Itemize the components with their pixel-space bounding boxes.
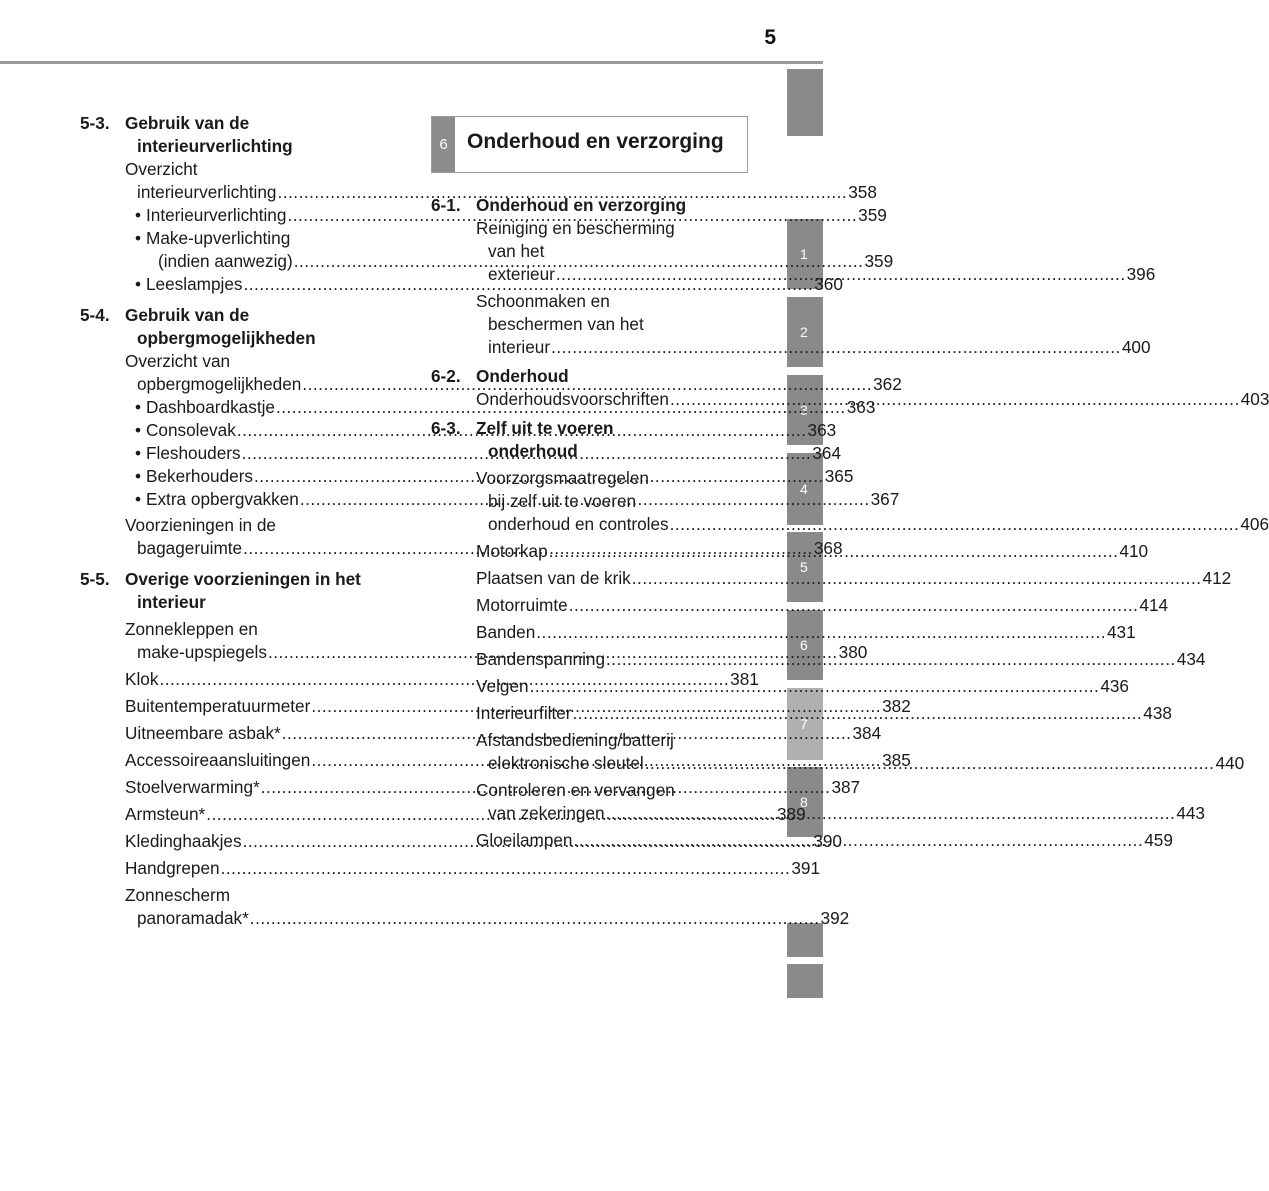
page-ref: 380: [838, 642, 868, 662]
toc-entry[interactable]: [125, 884, 850, 930]
page-ref: 387: [831, 777, 861, 797]
entry-text: exterieur: [488, 264, 555, 284]
section-heading[interactable]: [80, 304, 386, 350]
entry-text: bij zelf uit te voeren: [488, 491, 637, 511]
page-ref: 412: [1202, 568, 1232, 588]
thumb-tab-label: 3: [800, 402, 808, 418]
entry-text: Motorkap: [476, 541, 548, 561]
section-number: 5-4.: [80, 305, 110, 325]
section-title: Overige voorzieningen in het interieur: [125, 569, 361, 612]
entry-text: Fleshouders: [146, 443, 241, 463]
entry-text: Plaatsen van de krik: [476, 568, 631, 588]
section-heading[interactable]: [431, 194, 737, 217]
page-ref: 443: [1176, 803, 1205, 823]
chapter-number: 6: [432, 117, 455, 172]
thumb-tab-label: 5: [800, 559, 808, 575]
entry-text: Interieurverlichting: [146, 205, 287, 225]
entry-text: Stoelverwarming*: [125, 777, 260, 797]
page-number: 5: [764, 26, 776, 49]
page-ref: 359: [864, 251, 894, 271]
entry-text: bagageruimte: [137, 538, 243, 558]
thumb-tab-label: 7: [800, 716, 808, 732]
entry-text: Handgrepen: [125, 858, 220, 878]
toc-subentry[interactable]: • Make-upverlichting (indien aanwezig) ..... 359: [125, 227, 386, 273]
entry-text: Reiniging en bescherming: [476, 218, 675, 238]
toc-subentry[interactable]: • Consolevak ..... 363: [125, 419, 386, 442]
toc-entry[interactable]: [476, 290, 1151, 359]
entry-text: beschermen van het: [488, 314, 644, 334]
toc-subentry[interactable]: • Bekerhouders ..... 365: [125, 465, 386, 488]
page-ref: 396: [1126, 264, 1156, 284]
entry-text: Voorzieningen in de: [125, 515, 276, 535]
section-heading[interactable]: [431, 417, 737, 463]
thumb-tab-label: 1: [800, 246, 808, 262]
entry-text: Make-upverlichting: [146, 228, 291, 248]
section-number: 5-3.: [80, 113, 110, 133]
toc-subentry[interactable]: • Fleshouders ..... 364: [125, 442, 386, 465]
section-title: Onderhoud: [476, 366, 569, 386]
toc-entry[interactable]: [476, 567, 1232, 590]
page-ref: 359: [858, 205, 887, 225]
section-title: Gebruik van de opbergmogelijkheden: [125, 305, 316, 348]
entry-text: Motorruimte: [476, 595, 568, 615]
entry-text: Klok: [125, 669, 159, 689]
entry-text: (indien aanwezig): [158, 251, 293, 271]
entry-text: opbergmogelijkheden: [137, 374, 302, 394]
page-ref: 358: [848, 182, 877, 202]
page-ref: 392: [820, 908, 850, 928]
page-ref: 363: [807, 420, 837, 440]
page-ref: 389: [776, 804, 806, 824]
section-title: Onderhoud en verzorging: [476, 195, 687, 215]
page-ref: 434: [1176, 649, 1206, 669]
page-ref: 400: [1121, 337, 1151, 357]
chapter-title: Onderhoud en verzorging: [467, 129, 724, 153]
page-ref: 431: [1107, 622, 1136, 642]
entry-text: Interieurfilter: [476, 703, 572, 723]
entry-text: Dashboardkastje: [146, 397, 275, 417]
page-ref: 440: [1215, 753, 1245, 773]
page-ref: 438: [1143, 703, 1172, 723]
section-title: Zelf uit te voeren onderhoud: [476, 418, 614, 461]
toc-subentry[interactable]: • Extra opbergvakken ..... 367: [125, 488, 386, 511]
page-ref: 368: [813, 538, 843, 558]
page-ref: 414: [1139, 595, 1169, 615]
page-ref: 391: [791, 858, 821, 878]
thumb-tab-top[interactable]: [787, 69, 823, 136]
entry-text: Overzicht: [125, 159, 198, 179]
page-ref: 367: [870, 489, 900, 509]
entry-text: Overzicht van: [125, 351, 231, 371]
entry-text: van het: [488, 241, 545, 261]
entry-text: Buitentemperatuurmeter: [125, 696, 311, 716]
entry-text: make-upspiegels: [137, 642, 267, 662]
entry-text: van zekeringen: [488, 803, 605, 823]
page-ref: 436: [1100, 676, 1129, 696]
thumb-tab-label: 8: [800, 794, 808, 810]
entry-text: Voorzorgsmaatregelen: [476, 468, 649, 488]
section-heading[interactable]: [80, 568, 386, 614]
page-ref: 363: [846, 397, 876, 417]
section-number: 6-1.: [431, 195, 461, 215]
section-title: Gebruik van de interieurverlichting: [125, 113, 293, 156]
entry-text: Gloeilampen: [476, 830, 573, 850]
toc-subentry[interactable]: • Interieurverlichting ..... 359: [125, 204, 386, 227]
section-number: 6-2.: [431, 366, 461, 386]
entry-text: Zonnescherm: [125, 885, 231, 905]
entry-text: Consolevak: [146, 420, 236, 440]
entry-text: Onderhoudsvoorschriften: [476, 389, 669, 409]
header-rule: [0, 61, 823, 64]
entry-text: Schoonmaken en: [476, 291, 610, 311]
toc-subentry[interactable]: • Leeslampjes ..... 360: [125, 273, 386, 296]
page-ref: 384: [852, 723, 882, 743]
page-ref: 360: [814, 274, 843, 294]
toc-subentry[interactable]: • Dashboardkastje ..... 363: [125, 396, 386, 419]
entry-text: Banden: [476, 622, 536, 642]
entry-text: interieurverlichting: [137, 182, 277, 202]
thumb-tab-index-b[interactable]: [787, 964, 823, 998]
toc-entry[interactable]: [476, 594, 1169, 617]
entry-text: Afstandsbediening/batterij: [476, 730, 674, 750]
page-ref: 382: [882, 696, 911, 716]
page-ref: 362: [873, 374, 902, 394]
thumb-tab-label: 2: [800, 324, 808, 340]
section-heading[interactable]: [80, 112, 386, 158]
page-ref: 410: [1119, 541, 1149, 561]
page-ref: 365: [824, 466, 854, 486]
entry-text: Bandenspanning: [476, 649, 606, 669]
thumb-tab-label: 4: [800, 481, 808, 497]
entry-text: Bekerhouders: [146, 466, 254, 486]
page-ref: 403: [1240, 389, 1269, 409]
toc-entry[interactable]: [125, 158, 877, 204]
entry-text: Extra opbergvakken: [146, 489, 299, 509]
page-ref: 381: [730, 669, 759, 689]
page-ref: 390: [813, 831, 842, 851]
page-ref: 364: [812, 443, 842, 463]
entry-text: Controleren en vervangen: [476, 780, 675, 800]
page-ref: 459: [1144, 830, 1173, 850]
chapter-header[interactable]: [431, 116, 748, 173]
toc-entry[interactable]: [476, 621, 1136, 644]
entry-text: Zonnekleppen en: [125, 619, 258, 639]
entry-text: Kledinghaakjes: [125, 831, 242, 851]
entry-text: elektronische sleutel: [488, 753, 644, 773]
page-ref: 406: [1240, 514, 1269, 534]
entry-text: Uitneembare asbak*: [125, 723, 281, 743]
entry-text: interieur: [488, 337, 551, 357]
section-heading[interactable]: [431, 365, 737, 388]
entry-text: panoramadak*: [137, 908, 249, 928]
thumb-tab-label: 6: [800, 637, 808, 653]
section-number: 5-5.: [80, 569, 110, 589]
entry-text: Velgen: [476, 676, 529, 696]
entry-text: onderhoud en controles: [488, 514, 669, 534]
entry-text: Leeslampjes: [146, 274, 243, 294]
entry-text: Accessoireaansluitingen: [125, 750, 311, 770]
entry-text: Armsteun*: [125, 804, 206, 824]
toc-entry[interactable]: [125, 857, 821, 880]
page-ref: 385: [882, 750, 911, 770]
section-number: 6-3.: [431, 418, 461, 438]
